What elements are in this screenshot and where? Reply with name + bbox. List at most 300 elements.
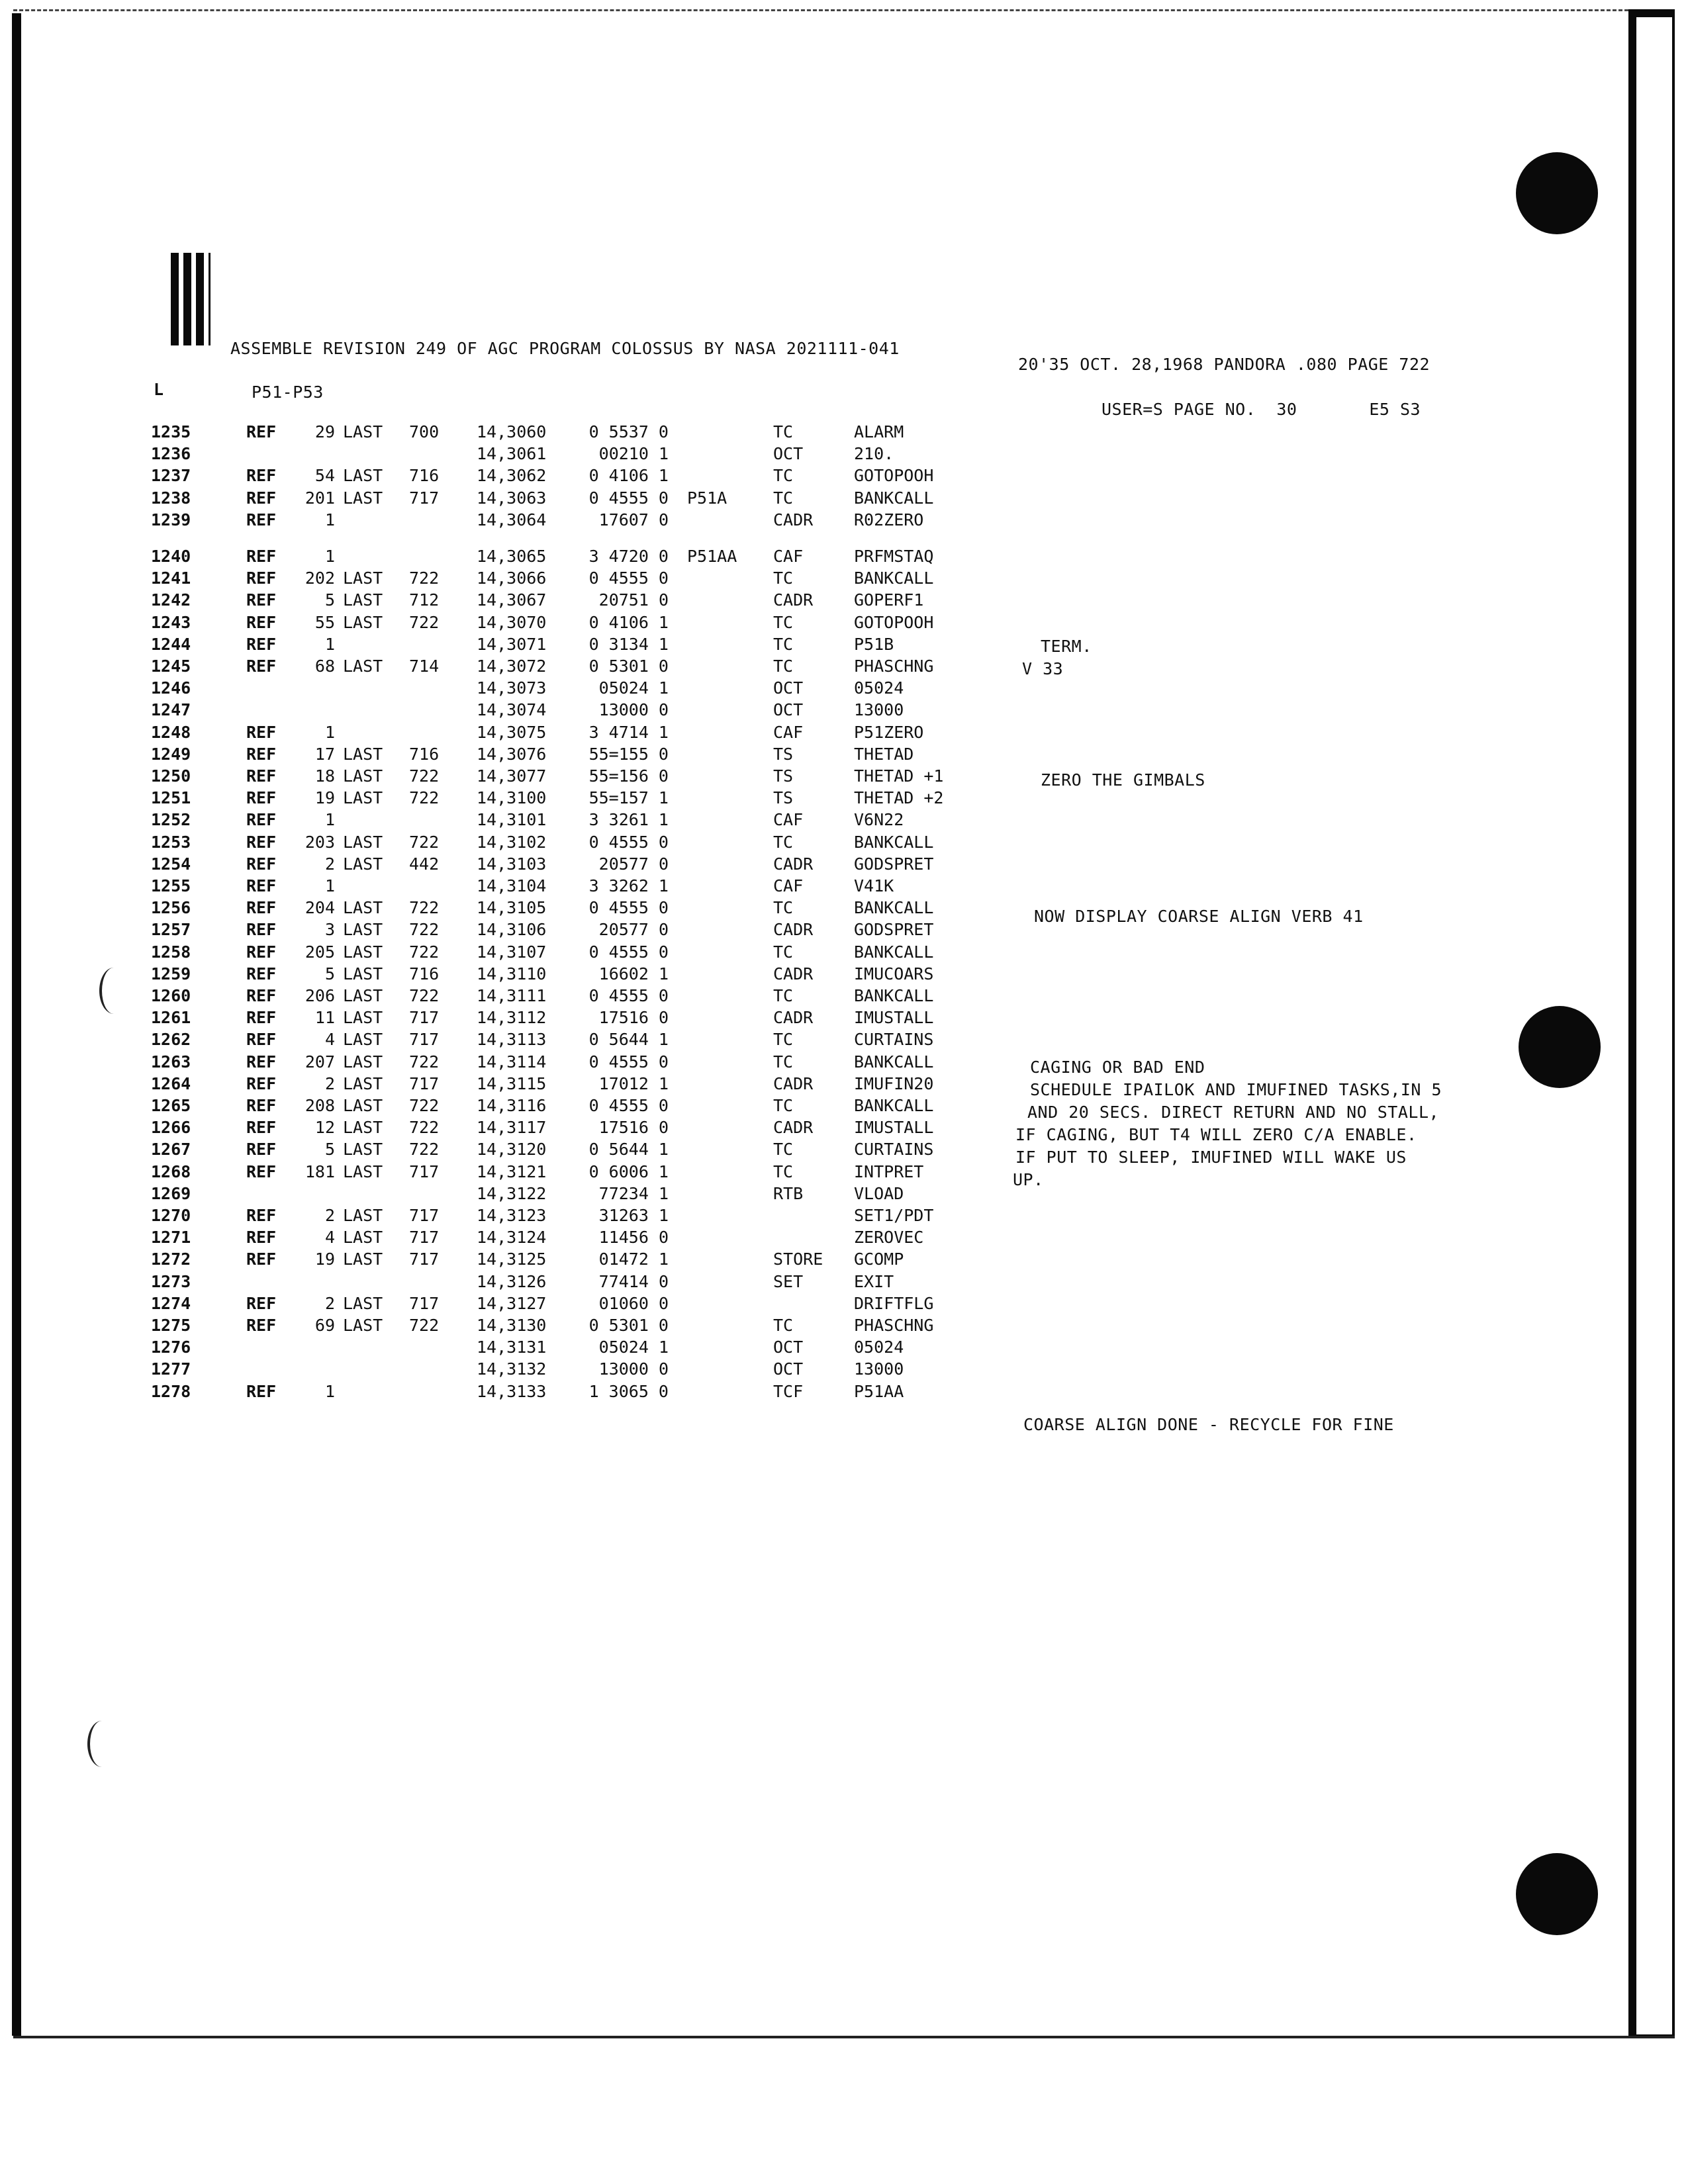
row-line: 1250 [151, 766, 191, 786]
row-refnum: 204 [305, 898, 335, 918]
row-operand: EXIT [854, 1271, 894, 1291]
row-lastnum: 722 [409, 569, 440, 588]
row-line: 1254 [151, 854, 191, 874]
row-ref: REF [246, 569, 277, 588]
row-last: LAST [343, 898, 383, 918]
row-refnum: 4 [324, 1030, 335, 1050]
row-op: TC [773, 986, 794, 1005]
row-ref: REF [246, 634, 277, 654]
row-line: 1241 [151, 569, 191, 588]
listing-row [0, 854, 1523, 877]
listing-row [0, 1250, 1523, 1272]
row-code: 0 4555 0 [588, 569, 669, 588]
row-operand: ZEROVEC [854, 1228, 924, 1248]
row-refnum: 5 [324, 1140, 335, 1160]
listing-row [0, 466, 1523, 488]
row-addr: 14,3132 [477, 1359, 547, 1379]
listing-row [0, 488, 1523, 511]
row-line: 1262 [151, 1030, 191, 1050]
row-last: LAST [343, 766, 383, 786]
row-code: 11456 0 [598, 1228, 669, 1248]
row-operand: IMUFIN20 [854, 1073, 934, 1093]
row-line: 1237 [151, 466, 191, 486]
row-operand: BANKCALL [854, 898, 934, 918]
listing-row [0, 1272, 1523, 1295]
row-op: TC [773, 832, 794, 852]
listing-row [0, 1184, 1523, 1206]
row-line: 1276 [151, 1338, 191, 1357]
listing-row [0, 1228, 1523, 1250]
listing-row [0, 422, 1523, 445]
row-last: LAST [343, 1008, 383, 1028]
row-code: 17607 0 [598, 510, 669, 529]
row-lastnum: 722 [409, 1140, 440, 1160]
row-op: TC [773, 1316, 794, 1335]
right-page-edge [1628, 9, 1675, 2037]
row-line: 1235 [151, 422, 191, 441]
row-lastnum: 714 [409, 657, 440, 676]
row-last: LAST [343, 466, 383, 486]
row-ref: REF [246, 1030, 277, 1050]
row-code: 0 5644 1 [588, 1030, 669, 1050]
row-addr: 14,3114 [477, 1052, 547, 1071]
row-operand: 05024 [854, 1338, 904, 1357]
row-last: LAST [343, 920, 383, 940]
row-line: 1247 [151, 700, 191, 720]
listing-row [0, 723, 1523, 745]
row-ref: REF [246, 422, 277, 441]
row-addr: 14,3070 [477, 612, 547, 632]
row-addr: 14,3104 [477, 876, 547, 895]
row-operand: SET1/PDT [854, 1206, 934, 1225]
row-op: RTB [773, 1183, 804, 1203]
row-ref: REF [246, 1206, 277, 1225]
row-addr: 14,3064 [477, 510, 547, 529]
row-line: 1268 [151, 1161, 191, 1181]
row-line: 1272 [151, 1250, 191, 1269]
row-ref: REF [246, 1052, 277, 1071]
row-lastnum: 717 [409, 1030, 440, 1050]
row-ref: REF [246, 810, 277, 830]
row-code: 16602 1 [598, 964, 669, 983]
row-code: 0 5301 0 [588, 657, 669, 676]
row-line: 1261 [151, 1008, 191, 1028]
row-operand: GODSPRET [854, 854, 934, 874]
comment-caging-line-1: CAGING OR BAD END [1030, 1058, 1205, 1077]
row-addr: 14,3076 [477, 744, 547, 764]
row-code: 0 4555 0 [588, 832, 669, 852]
row-operand: VLOAD [854, 1183, 904, 1203]
row-code: 77234 1 [598, 1183, 669, 1203]
users-page-number: USER=S PAGE NO. 30 E5 S3 [1102, 400, 1421, 419]
row-op: CADR [773, 1073, 814, 1093]
row-line: 1255 [151, 876, 191, 895]
row-ref: REF [246, 854, 277, 874]
row-ref: REF [246, 1140, 277, 1160]
row-code: 17012 1 [598, 1073, 669, 1093]
row-operand: DRIFTFLG [854, 1293, 934, 1313]
row-ref: REF [246, 1381, 277, 1401]
row-ref: REF [246, 942, 277, 962]
comment-v33: V 33 [1022, 659, 1064, 678]
row-code: 17516 0 [598, 1008, 669, 1028]
row-addr: 14,3101 [477, 810, 547, 830]
row-lastnum: 722 [409, 766, 440, 786]
row-last: LAST [343, 657, 383, 676]
row-refnum: 55 [314, 612, 335, 632]
row-refnum: 2 [324, 1206, 335, 1225]
listing-row [0, 700, 1523, 723]
row-addr: 14,3133 [477, 1381, 547, 1401]
row-refnum: 4 [324, 1228, 335, 1248]
row-refnum: 12 [314, 1118, 335, 1138]
row-lastnum: 717 [409, 1008, 440, 1028]
row-code: 3 4720 0 [588, 547, 669, 566]
row-operand: CURTAINS [854, 1030, 934, 1050]
row-code: 3 3261 1 [588, 810, 669, 830]
row-lastnum: 722 [409, 942, 440, 962]
row-line: 1274 [151, 1293, 191, 1313]
listing-row [0, 986, 1523, 1009]
row-ref: REF [246, 1293, 277, 1313]
row-op: TS [773, 766, 794, 786]
listing-row [0, 1382, 1523, 1404]
row-last: LAST [343, 1206, 383, 1225]
row-ref: REF [246, 986, 277, 1005]
row-op: TC [773, 1161, 794, 1181]
row-addr: 14,3110 [477, 964, 547, 983]
listing-row [0, 810, 1523, 833]
row-refnum: 1 [324, 876, 335, 895]
row-line: 1258 [151, 942, 191, 962]
row-addr: 14,3067 [477, 590, 547, 610]
row-ref: REF [246, 657, 277, 676]
row-code: 31263 1 [598, 1206, 669, 1225]
row-last: LAST [343, 1228, 383, 1248]
row-addr: 14,3112 [477, 1008, 547, 1028]
row-operand: 05024 [854, 678, 904, 698]
row-lastnum: 712 [409, 590, 440, 610]
row-operand: THETAD [854, 744, 914, 764]
row-code: 05024 1 [598, 1338, 669, 1357]
row-code: 0 4106 1 [588, 612, 669, 632]
row-lastnum: 722 [409, 788, 440, 808]
row-line: 1257 [151, 920, 191, 940]
row-last: LAST [343, 488, 383, 508]
row-line: 1271 [151, 1228, 191, 1248]
row-code: 20577 0 [598, 854, 669, 874]
listing-row [0, 569, 1523, 591]
section-title: P51-P53 [252, 383, 324, 402]
row-refnum: 5 [324, 964, 335, 983]
row-ref: REF [246, 766, 277, 786]
row-ref: REF [246, 1316, 277, 1335]
row-ref: REF [246, 1118, 277, 1138]
row-op: TC [773, 466, 794, 486]
row-last: LAST [343, 1073, 383, 1093]
row-line: 1245 [151, 657, 191, 676]
row-addr: 14,3116 [477, 1096, 547, 1115]
row-last: LAST [343, 422, 383, 441]
row-op: TC [773, 1052, 794, 1071]
binding-mark-lower [87, 1721, 117, 1767]
row-line: 1267 [151, 1140, 191, 1160]
row-operand: GCOMP [854, 1250, 904, 1269]
row-operand: GOTOPOOH [854, 466, 934, 486]
row-op: CAF [773, 722, 804, 742]
listing-row [0, 635, 1523, 657]
row-addr: 14,3077 [477, 766, 547, 786]
listing-row [0, 657, 1523, 679]
punch-hole-bottom [1516, 1853, 1598, 1935]
row-code: 77414 0 [598, 1271, 669, 1291]
row-label: P51AA [687, 547, 737, 566]
row-last: LAST [343, 612, 383, 632]
row-op: OCT [773, 678, 804, 698]
row-last: LAST [343, 1316, 383, 1335]
row-addr: 14,3062 [477, 466, 547, 486]
row-op: TC [773, 634, 794, 654]
row-line: 1273 [151, 1271, 191, 1291]
row-operand: 13000 [854, 1359, 904, 1379]
row-addr: 14,3063 [477, 488, 547, 508]
listing-row [0, 876, 1523, 899]
row-refnum: 5 [324, 590, 335, 610]
row-op: STORE [773, 1250, 823, 1269]
row-operand: PHASCHNG [854, 1316, 934, 1335]
row-refnum: 1 [324, 722, 335, 742]
row-lastnum: 722 [409, 898, 440, 918]
row-refnum: 17 [314, 744, 335, 764]
row-last: LAST [343, 744, 383, 764]
row-addr: 14,3074 [477, 700, 547, 720]
row-op: OCT [773, 444, 804, 464]
bottom-border-line [13, 2036, 1675, 2038]
row-lastnum: 722 [409, 1052, 440, 1071]
row-ref: REF [246, 1228, 277, 1248]
row-line: 1239 [151, 510, 191, 529]
row-last: LAST [343, 590, 383, 610]
listing-row [0, 964, 1523, 987]
row-code: 0 5537 0 [588, 422, 669, 441]
row-operand: GOPERF1 [854, 590, 924, 610]
row-line: 1278 [151, 1381, 191, 1401]
row-addr: 14,3060 [477, 422, 547, 441]
comment-term: TERM. [1041, 637, 1092, 656]
row-lastnum: 722 [409, 920, 440, 940]
comment-coarse-align-done: COARSE ALIGN DONE - RECYCLE FOR FINE [1023, 1415, 1394, 1434]
row-line: 1252 [151, 810, 191, 830]
row-ref: REF [246, 920, 277, 940]
listing-row [0, 510, 1523, 533]
row-last: LAST [343, 788, 383, 808]
row-ref: REF [246, 832, 277, 852]
row-addr: 14,3066 [477, 569, 547, 588]
row-code: 01060 0 [598, 1293, 669, 1313]
comment-caging-line-6: UP. [1013, 1170, 1044, 1189]
listing-row [0, 766, 1523, 789]
row-refnum: 2 [324, 1073, 335, 1093]
row-code: 0 4555 0 [588, 488, 669, 508]
row-code: 3 4714 1 [588, 722, 669, 742]
row-code: 0 6006 1 [588, 1161, 669, 1181]
row-code: 17516 0 [598, 1118, 669, 1138]
row-op: CADR [773, 1118, 814, 1138]
row-addr: 14,3125 [477, 1250, 547, 1269]
punch-hole-top [1516, 152, 1598, 234]
row-operand: CURTAINS [854, 1140, 934, 1160]
row-lastnum: 722 [409, 832, 440, 852]
row-op: CADR [773, 1008, 814, 1028]
row-refnum: 208 [305, 1096, 335, 1115]
row-op: CADR [773, 920, 814, 940]
listing-row [0, 1030, 1523, 1052]
row-addr: 14,3111 [477, 986, 547, 1005]
row-op: TC [773, 898, 794, 918]
row-ref: REF [246, 744, 277, 764]
row-last: LAST [343, 1140, 383, 1160]
row-code: 1 3065 0 [588, 1381, 669, 1401]
row-lastnum: 717 [409, 488, 440, 508]
row-op: TC [773, 657, 794, 676]
row-op: CADR [773, 964, 814, 983]
listing-row [0, 942, 1523, 965]
row-operand: THETAD +2 [854, 788, 944, 808]
row-operand: V41K [854, 876, 894, 895]
row-addr: 14,3065 [477, 547, 547, 566]
listing-row [0, 547, 1523, 569]
row-operand: GOTOPOOH [854, 612, 934, 632]
listing-row [0, 1359, 1523, 1382]
row-op: TC [773, 1140, 794, 1160]
listing-row [0, 1052, 1523, 1075]
row-addr: 14,3072 [477, 657, 547, 676]
row-operand: P51ZERO [854, 722, 924, 742]
row-last: LAST [343, 1030, 383, 1050]
row-operand: ALARM [854, 422, 904, 441]
row-code: 55=157 1 [588, 788, 669, 808]
row-last: LAST [343, 1052, 383, 1071]
row-line: 1253 [151, 832, 191, 852]
row-addr: 14,3071 [477, 634, 547, 654]
comment-caging-line-4: IF CAGING, BUT T4 WILL ZERO C/A ENABLE. [1015, 1125, 1417, 1144]
row-lastnum: 717 [409, 1250, 440, 1269]
comment-display-coarse: NOW DISPLAY COARSE ALIGN VERB 41 [1034, 907, 1364, 926]
row-addr: 14,3102 [477, 832, 547, 852]
row-code: 05024 1 [598, 678, 669, 698]
row-op: CAF [773, 810, 804, 830]
row-code: 55=155 0 [588, 744, 669, 764]
row-code: 0 4106 1 [588, 466, 669, 486]
row-code: 0 5644 1 [588, 1140, 669, 1160]
row-ref: REF [246, 964, 277, 983]
row-operand: THETAD +1 [854, 766, 944, 786]
row-op: CADR [773, 854, 814, 874]
row-op: CADR [773, 510, 814, 529]
row-operand: BANKCALL [854, 832, 934, 852]
row-refnum: 54 [314, 466, 335, 486]
row-addr: 14,3107 [477, 942, 547, 962]
row-refnum: 68 [314, 657, 335, 676]
row-ref: REF [246, 722, 277, 742]
row-line: 1259 [151, 964, 191, 983]
row-line: 1269 [151, 1183, 191, 1203]
row-refnum: 207 [305, 1052, 335, 1071]
listing-row [0, 833, 1523, 855]
row-code: 0 4555 0 [588, 942, 669, 962]
row-addr: 14,3124 [477, 1228, 547, 1248]
row-last: LAST [343, 832, 383, 852]
row-code: 55=156 0 [588, 766, 669, 786]
row-last: LAST [343, 854, 383, 874]
comment-zero-gimbals: ZERO THE GIMBALS [1041, 770, 1205, 790]
row-last: LAST [343, 1161, 383, 1181]
row-op: TC [773, 942, 794, 962]
row-ref: REF [246, 1008, 277, 1028]
row-ref: REF [246, 1073, 277, 1093]
row-line: 1246 [151, 678, 191, 698]
row-addr: 14,3120 [477, 1140, 547, 1160]
row-operand: V6N22 [854, 810, 904, 830]
row-code: 0 4555 0 [588, 1096, 669, 1115]
row-refnum: 206 [305, 986, 335, 1005]
row-refnum: 2 [324, 1293, 335, 1313]
row-refnum: 1 [324, 547, 335, 566]
listing-row [0, 1294, 1523, 1316]
row-addr: 14,3126 [477, 1271, 547, 1291]
row-refnum: 29 [314, 422, 335, 441]
row-op: TC [773, 569, 794, 588]
listing-row [0, 788, 1523, 811]
row-lastnum: 717 [409, 1073, 440, 1093]
row-addr: 14,3103 [477, 854, 547, 874]
row-addr: 14,3121 [477, 1161, 547, 1181]
row-refnum: 19 [314, 788, 335, 808]
listing-row [0, 590, 1523, 613]
row-code: 20577 0 [598, 920, 669, 940]
row-last: LAST [343, 569, 383, 588]
row-last: LAST [343, 964, 383, 983]
row-addr: 14,3122 [477, 1183, 547, 1203]
row-operand: R02ZERO [854, 510, 924, 529]
row-op: TC [773, 488, 794, 508]
listing-row [0, 1338, 1523, 1360]
row-line: 1251 [151, 788, 191, 808]
row-ref: REF [246, 547, 277, 566]
timestamp-header: 20'35 OCT. 28,1968 PANDORA .080 PAGE 722 [1018, 355, 1430, 374]
listing-row [0, 613, 1523, 635]
row-lastnum: 700 [409, 422, 440, 441]
row-addr: 14,3131 [477, 1338, 547, 1357]
row-operand: BANKCALL [854, 488, 934, 508]
row-op: CAF [773, 876, 804, 895]
row-operand: BANKCALL [854, 942, 934, 962]
row-addr: 14,3123 [477, 1206, 547, 1225]
row-line: 1264 [151, 1073, 191, 1093]
row-lastnum: 722 [409, 986, 440, 1005]
row-line: 1270 [151, 1206, 191, 1225]
row-addr: 14,3073 [477, 678, 547, 698]
row-line: 1260 [151, 986, 191, 1005]
row-code: 0 3134 1 [588, 634, 669, 654]
row-code: 00210 1 [598, 444, 669, 464]
row-lastnum: 722 [409, 1118, 440, 1138]
row-line: 1244 [151, 634, 191, 654]
row-code: 20751 0 [598, 590, 669, 610]
row-op: SET [773, 1271, 804, 1291]
row-line: 1243 [151, 612, 191, 632]
row-line: 1277 [151, 1359, 191, 1379]
